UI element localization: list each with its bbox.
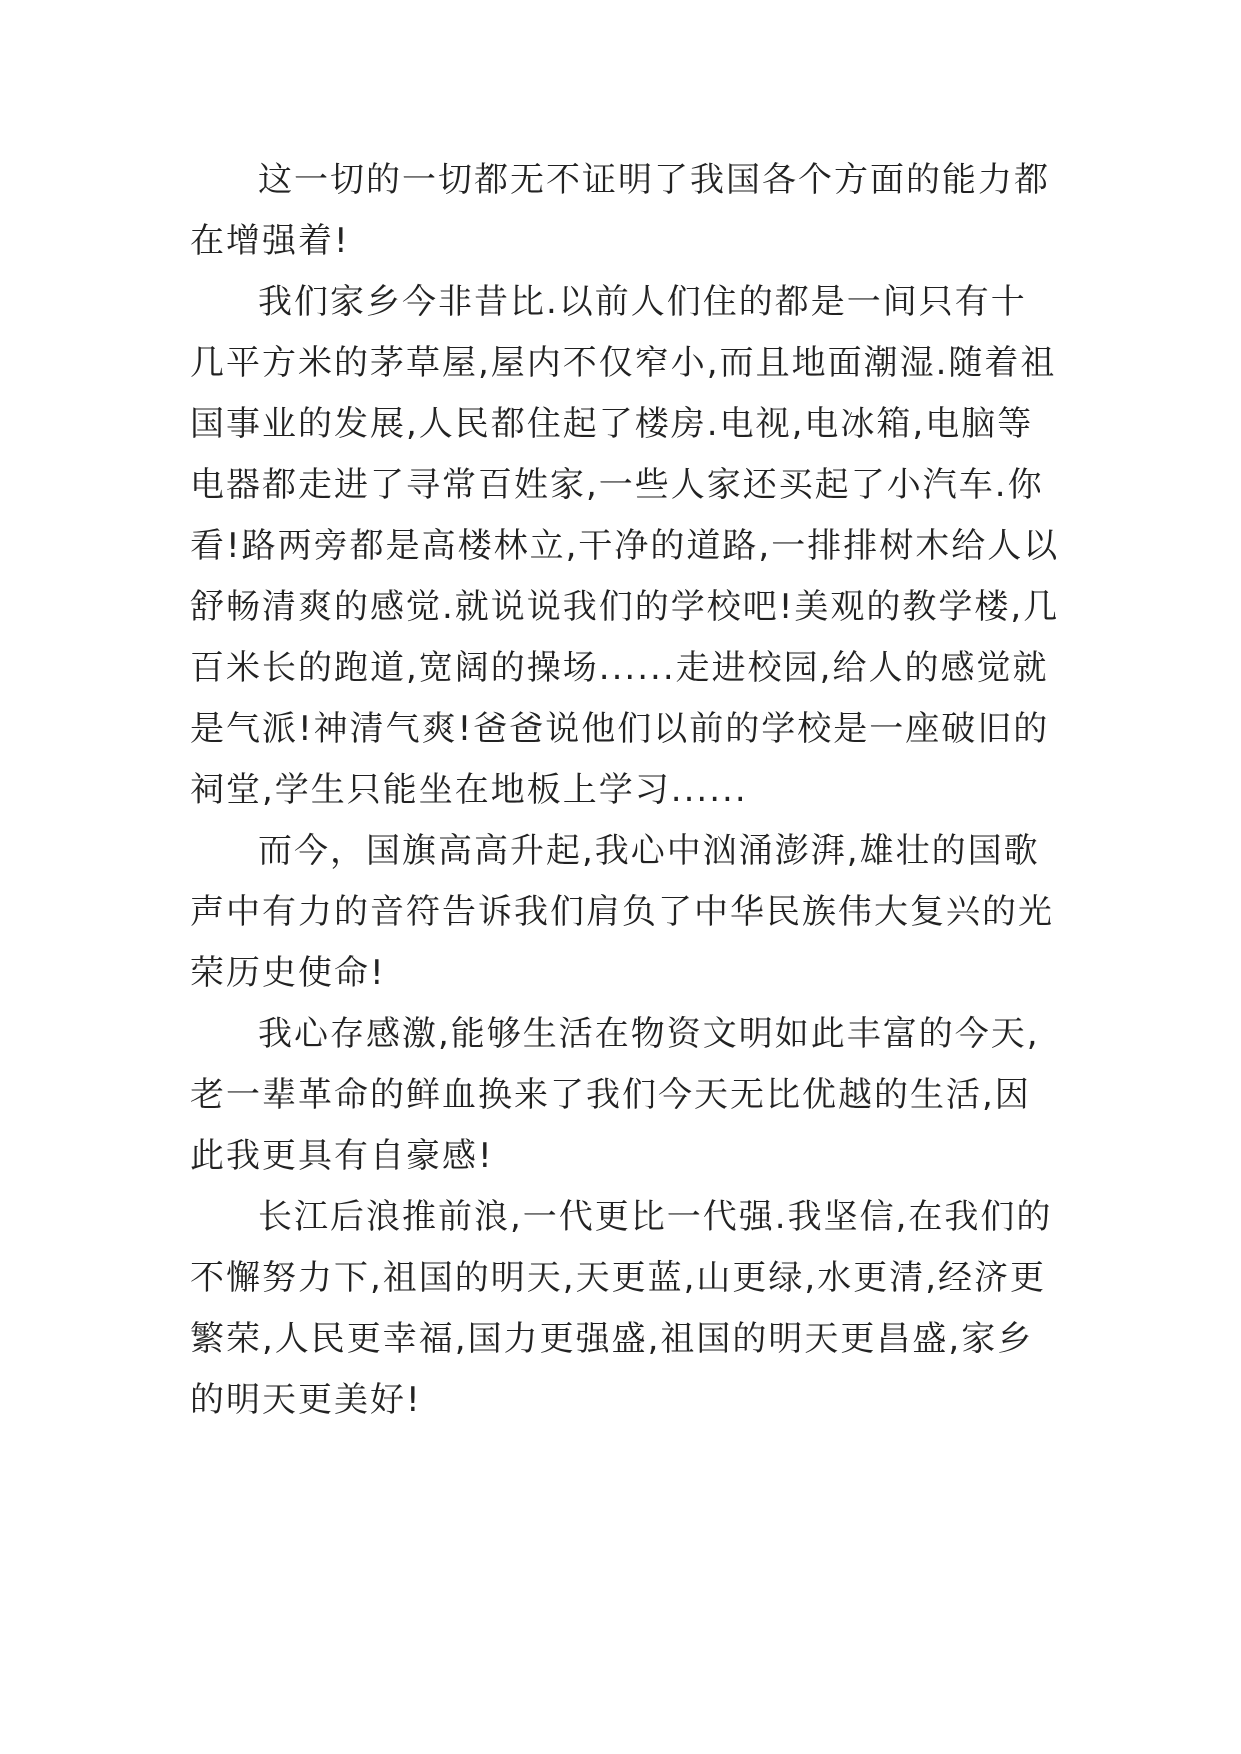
- paragraph: 我心存感激,能够生活在物资文明如此丰富的今天,老一辈革命的鲜血换来了我们今天无比优越的生活,因此我更具有自豪感!: [190, 1014, 1040, 1176]
- paragraph: 我们家乡今非昔比.以前人们住的都是一间只有十几平方米的茅草屋,屋内不仅窄小,而且地面潮湿.随着祖国事业的发展,人民都住起了楼房.电视,电冰箱,电脑等电器都走进了寻常百姓家,一些人家还买起了小汽车.你看!路两旁都是高楼林立,干净的道路,一排排树木给人以舒畅清爽的感觉.就说说我们的学校吧!美观的教学楼,几百米长的跑道,宽阔的操场......走进校园,给人的感觉就是气派!神清气爽!爸爸说他们以前的学校是一座破旧的祠堂,学生只能坐在地板上学习......: [190, 282, 1060, 810]
- paragraph: 这一切的一切都无不证明了我国各个方面的能力都在增强着!: [190, 160, 1050, 261]
- document-body: [190, 150, 1060, 1431]
- paragraph: 长江后浪推前浪,一代更比一代强.我坚信,在我们的不懈努力下,祖国的明天,天更蓝,山更绿,水更清,经济更繁荣,人民更幸福,国力更强盛,祖国的明天更昌盛,家乡的明天更美好!: [190, 1197, 1053, 1420]
- paragraph: 而今，国旗高高升起,我心中汹涌澎湃,雄壮的国歌声中有力的音符告诉我们肩负了中华民族伟大复兴的光荣历史使命!: [190, 831, 1054, 993]
